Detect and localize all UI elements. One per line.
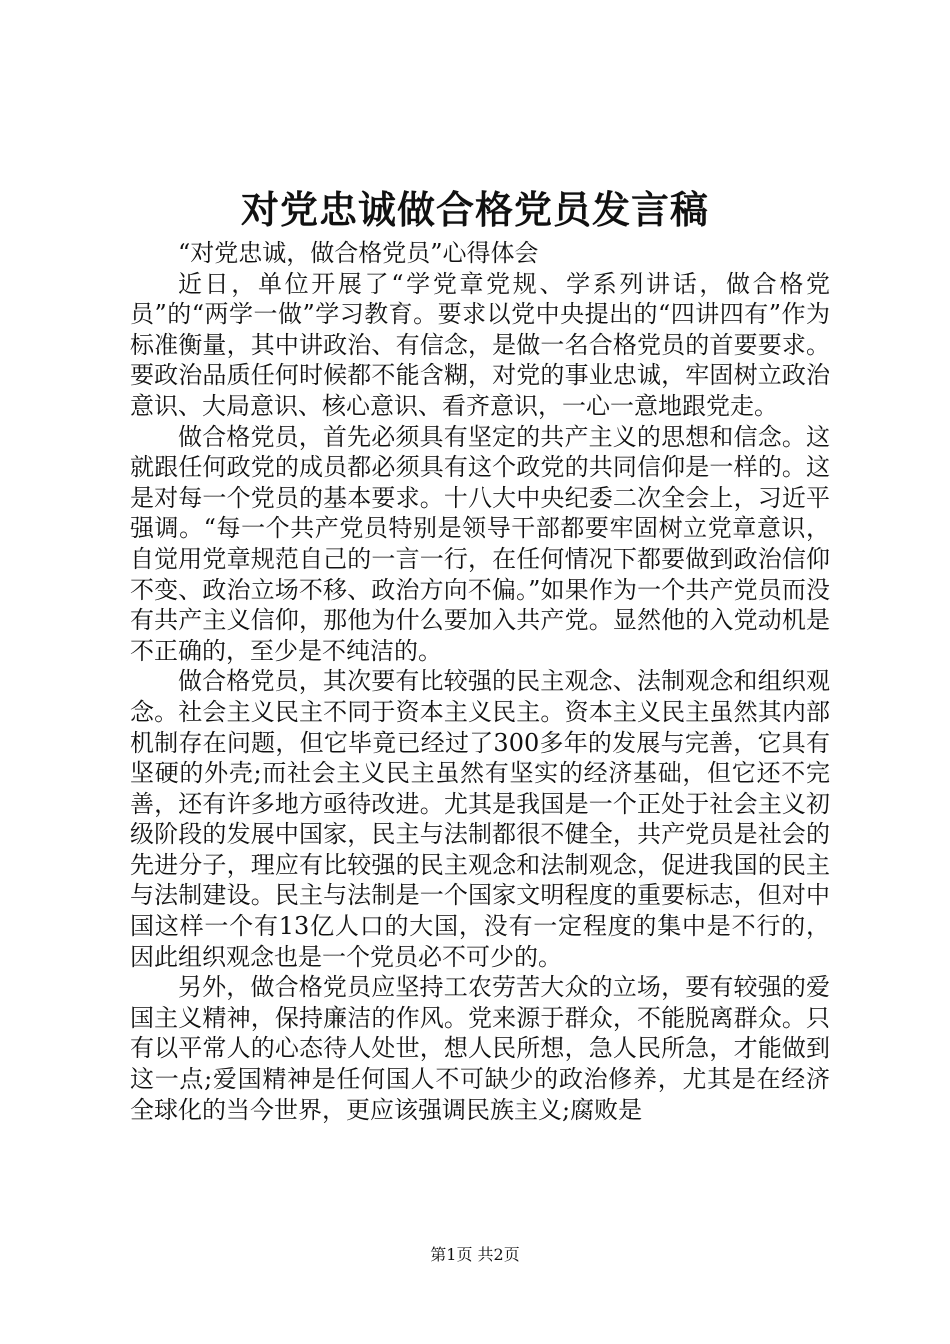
page-footer: 第1页 共2页 xyxy=(430,1245,520,1264)
subtitle-paragraph: “对党忠诚，做合格党员”心得体会 xyxy=(178,239,539,267)
document-body xyxy=(130,238,830,1125)
body-paragraph-1: 近日，单位开展了“学党章党规、学系列讲话，做合格党员”的“两学一做”学习教育。要求以党中央提出的“四讲四有”作为标准衡量，其中讲政治、有信念，是做一名合格党员的首要要求。要政治品质任何时候都不能含糊，对党的事业忠诚，牢固树立政治意识、大局意识、核心意识、看齐意识，一心一意地跟党走。 xyxy=(130,269,830,420)
body-paragraph-2: 做合格党员，首先必须具有坚定的共产主义的思想和信念。这就跟任何政党的成员都必须具有这个政党的共同信仰是一样的。这是对每一个党员的基本要求。十八大中央纪委二次全会上，习近平强调。“每一个共产党员特别是领导干部都要牢固树立党章意识，自觉用党章规范自己的一言一行，在任何情况下都要做到政治信仰不变、政治立场不移、政治方向不偏。”如果作为一个共产党员而没有共产主义信仰，那他为什么要加入共产党。显然他的入党动机是不正确的，至少是不纯洁的。 xyxy=(130,422,830,665)
page-title: 对党忠诚做合格党员发言稿 xyxy=(240,187,709,232)
body-paragraph-4: 另外，做合格党员应坚持工农劳苦大众的立场，要有较强的爱国主义精神，保持廉洁的作风。党来源于群众，不能脱离群众。只有以平常人的心态待人处世，想人民所想，急人民所急，才能做到这一点;爱国精神是任何国人不可缺少的政治修养，尤其是在经济全球化的当今世界，更应该强调民族主义;腐败是 xyxy=(130,973,830,1124)
body-paragraph-3: 做合格党员，其次要有比较强的民主观念、法制观念和组织观念。社会主义民主不同于资本主义民主。资本主义民主虽然其内部机制存在问题，但它毕竟已经过了300多年的发展与完善，它具有坚硬的外壳;而社会主义民主虽然有坚实的经济基础，但它还不完善，还有许多地方亟待改进。尤其是我国是一个正处于社会主义初级阶段的发展中国家，民主与法制都很不健全，共产党员是社会的先进分子，理应有比较强的民主观念和法制观念，促进我国的民主与法制建设。民主与法制是一个国家文明程度的重要标志，但对中国这样一个有13亿人口的大国，没有一定程度的集中是不行的，因此组织观念也是一个党员必不可少的。 xyxy=(130,667,830,971)
